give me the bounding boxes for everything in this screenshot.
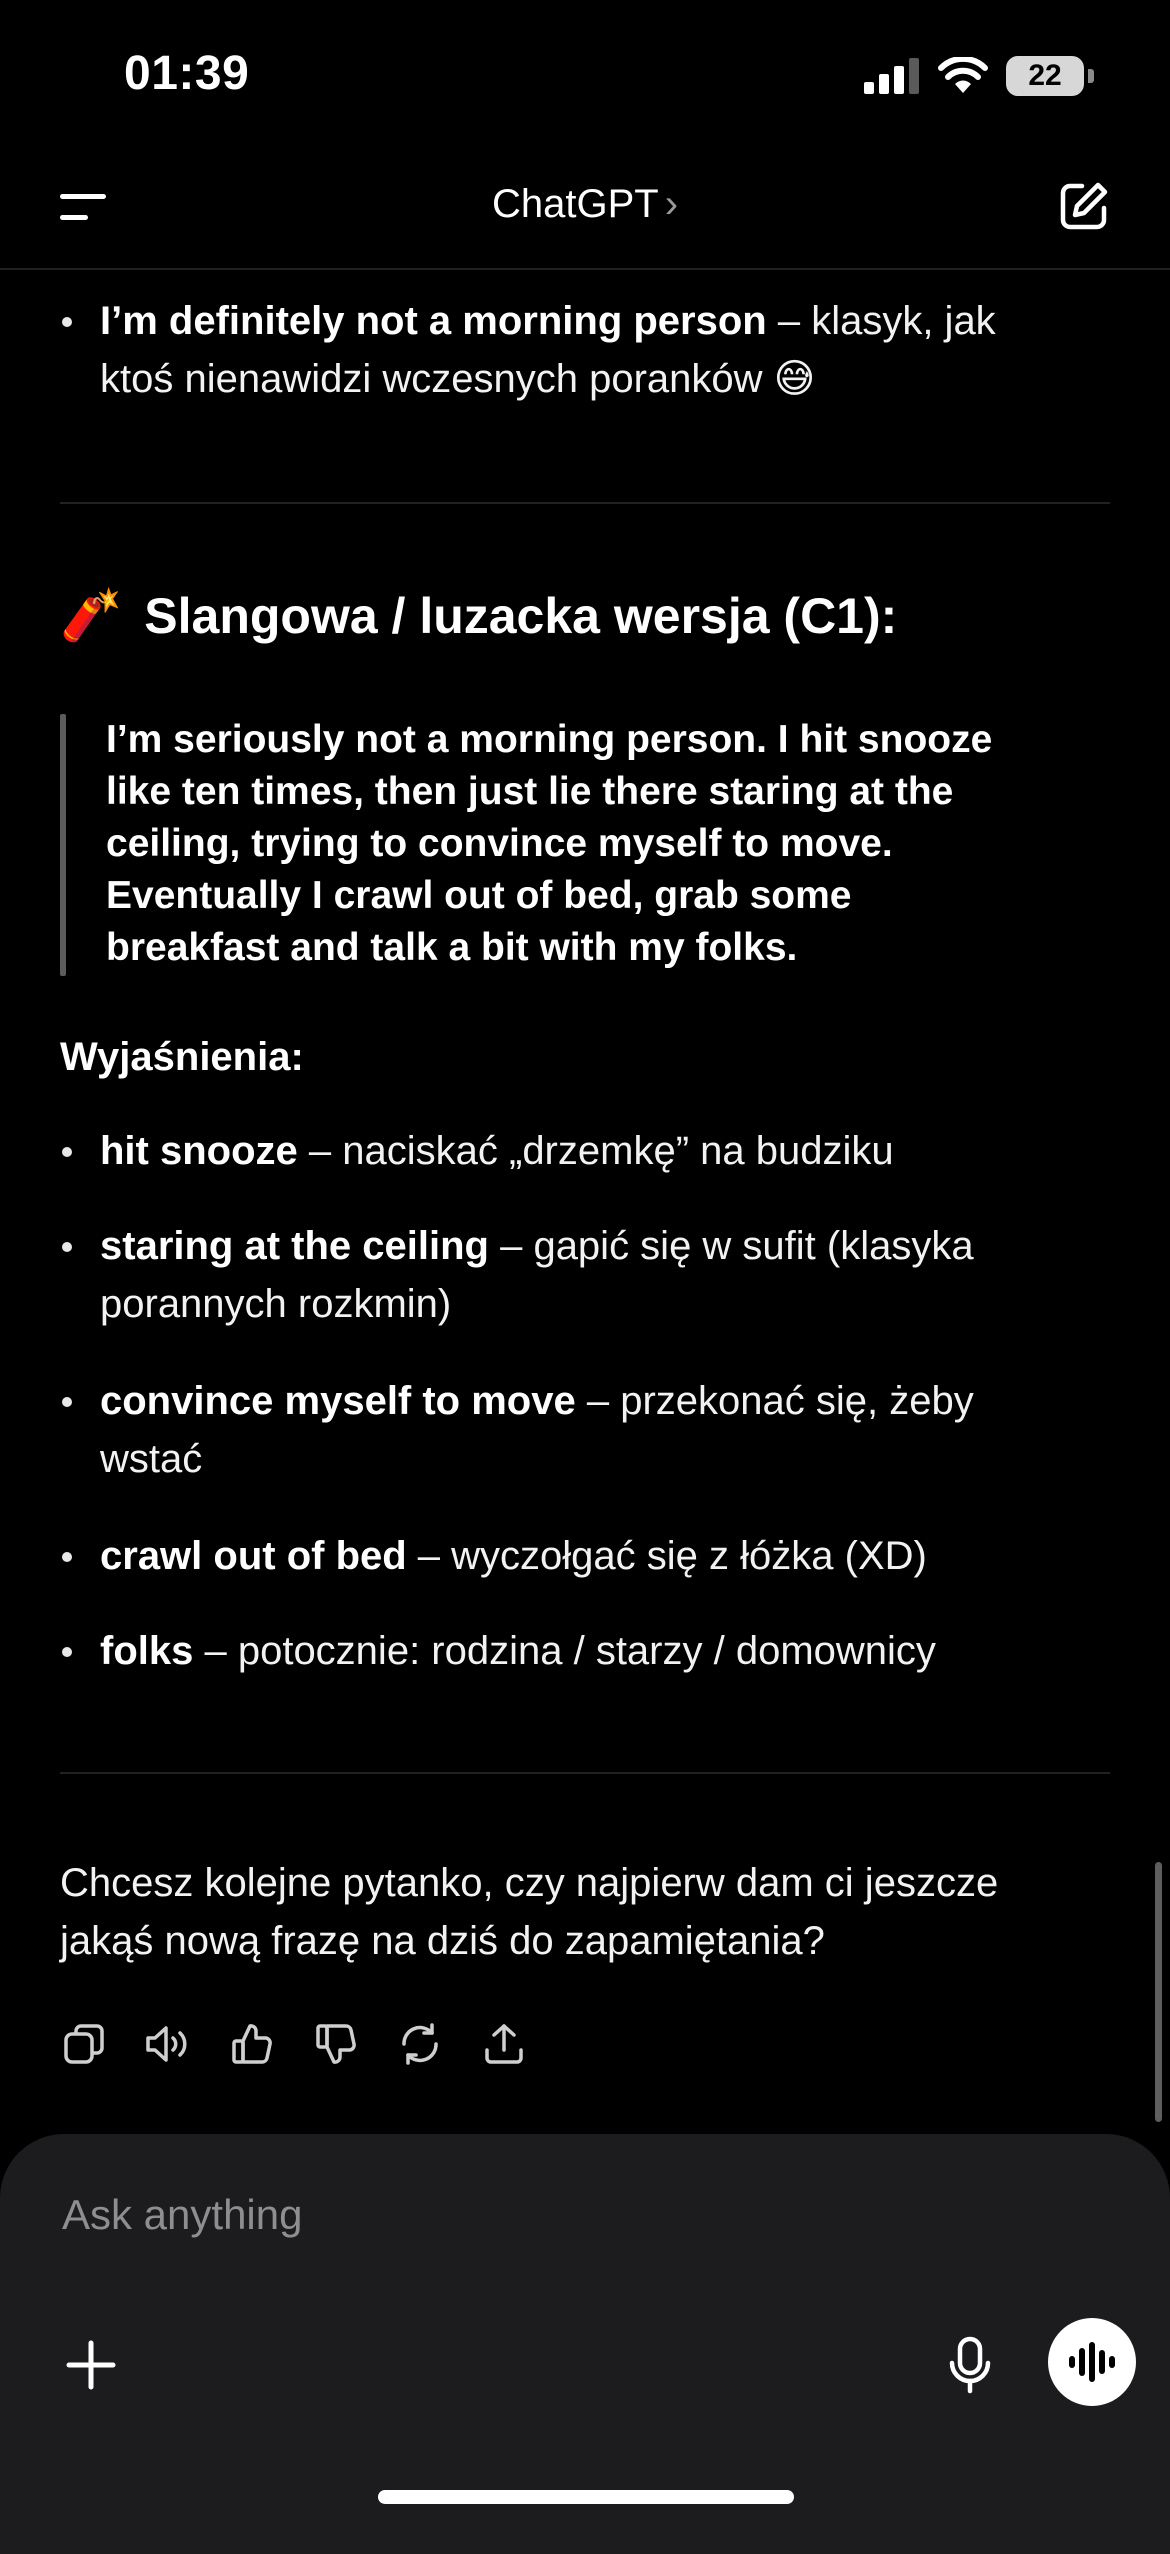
read-aloud-icon [144,2022,192,2066]
list-item [100,1372,1110,1488]
share-button[interactable] [480,2020,528,2068]
thumbs-down-button[interactable] [312,2020,360,2068]
chevron-right-icon: › [664,182,679,226]
definition: – klasyk, jak [766,299,996,343]
status-icons [864,54,1094,98]
definition-continued: porannych rozkmin) [100,1282,452,1326]
quote-line: breakfast and talk a bit with my folks. [106,926,798,969]
bullet [62,1242,72,1252]
definition: – przekonać się, żeby [575,1379,974,1423]
term: hit snooze [100,1129,298,1173]
scrollbar[interactable] [1155,1862,1162,2122]
closing-line: Chcesz kolejne pytanko, czy najpierw dam ci jeszcze [60,1861,999,1905]
share-icon [482,2022,526,2066]
quote-line: ceiling, trying to convince myself to move. [106,822,893,865]
list-item [100,292,1100,408]
definition-continued: ktoś nienawidzi wczesnych poranków [100,357,763,401]
dictate-button[interactable] [940,2330,1000,2400]
message-input[interactable] [60,2190,964,2240]
term: folks [100,1629,194,1673]
regenerate-icon [398,2022,442,2066]
list-item [100,1527,1110,1585]
thumbs-down-icon [314,2022,358,2066]
bullet [62,1552,72,1562]
status-time: 01:39 [124,47,250,100]
closing-line: jakąś nową frazę na dziś do zapamiętania? [60,1919,825,1963]
message-actions [60,2020,528,2068]
quote-line: like ten times, then just lie there staring at the [106,770,954,813]
closing-message [60,1854,1110,1970]
definition-continued: wstać [100,1437,203,1481]
section-heading [60,586,897,645]
battery-icon [1006,56,1084,96]
nav-divider [0,268,1170,270]
firecracker-emoji: 🧨 [60,587,123,643]
home-indicator [378,2490,794,2504]
regenerate-button[interactable] [396,2020,444,2068]
model-selector[interactable] [0,182,1170,227]
wifi-icon [938,57,988,95]
blockquote [106,714,1106,974]
term: I’m definitely not a morning person [100,299,767,343]
bullet [62,1147,72,1157]
quote-line: I’m seriously not a morning person. I hit snooze [106,718,993,761]
voice-waveform-icon [1067,2340,1117,2384]
bullet [62,1397,72,1407]
divider [60,502,1110,504]
bullet [62,317,72,327]
battery-level: 22 [1028,59,1062,92]
list-item [100,1217,1110,1333]
explanations-title: Wyjaśnienia: [60,1035,304,1079]
signal-icon [864,58,920,94]
copy-icon [62,2022,106,2066]
definition: – gapić się w sufit (klasyka [488,1224,974,1268]
copy-button[interactable] [60,2020,108,2068]
divider [60,1772,1110,1774]
heading-text: Slangowa / luzacka wersja (C1): [144,587,898,644]
plus-icon [65,2339,117,2391]
thumbs-up-button[interactable] [228,2020,276,2068]
bullet [62,1647,72,1657]
nav-title: ChatGPT [491,182,659,226]
definition: – naciskać „drzemkę” na budziku [297,1129,894,1173]
voice-mode-button[interactable] [1048,2318,1136,2406]
microphone-icon [948,2336,992,2394]
blockquote-bar [60,714,66,976]
thumbs-up-icon [230,2022,274,2066]
add-attachment-button[interactable] [56,2330,126,2400]
term: crawl out of bed [100,1534,407,1578]
list-item [100,1122,1110,1180]
read-aloud-button[interactable] [144,2020,192,2068]
new-chat-button[interactable] [1058,180,1110,232]
term: staring at the ceiling [100,1224,489,1268]
quote-line: Eventually I crawl out of bed, grab some [106,874,852,917]
new-chat-icon [1058,180,1110,232]
sweat-smile-emoji: 😅 [773,357,816,401]
list-item [100,1622,1110,1680]
definition: – wyczołgać się z łóżka (XD) [406,1534,927,1578]
definition: – potocznie: rodzina / starzy / domownicy [193,1629,936,1673]
term: convince myself to move [100,1379,576,1423]
